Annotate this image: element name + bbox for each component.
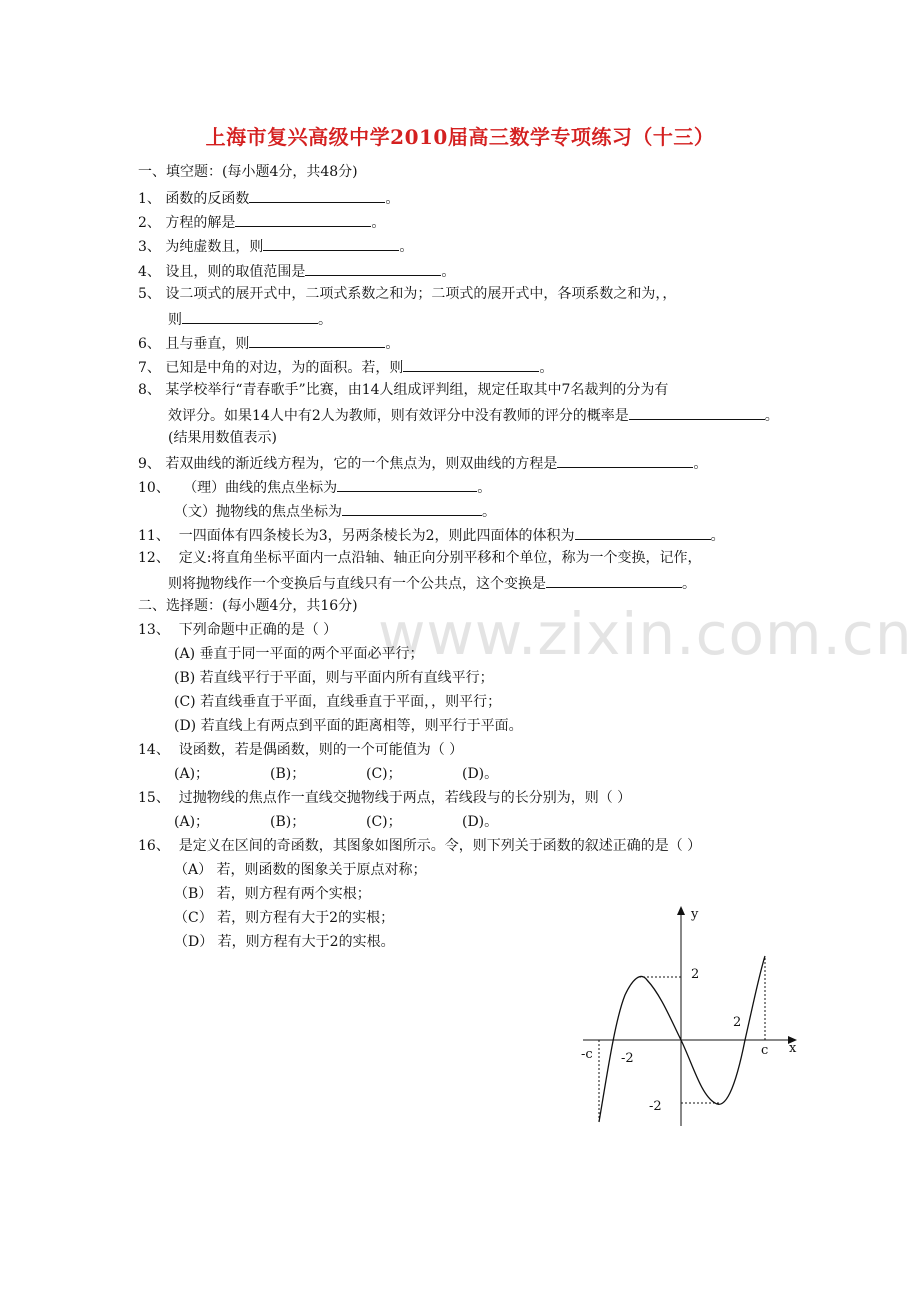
q15-option-b[interactable]: (B)； <box>270 814 306 830</box>
q13-option-a[interactable]: (A) 垂直于同一平面的两个平面必平行； <box>174 646 424 662</box>
q-tail: 。 <box>318 312 332 328</box>
x-axis-label: x <box>789 1041 797 1056</box>
answer-blank[interactable] <box>182 309 318 324</box>
q-num: 7、 <box>138 360 161 376</box>
q-tail: 。 <box>764 408 779 424</box>
q-num: 1、 <box>138 191 161 207</box>
answer-blank[interactable] <box>557 453 693 468</box>
q16-option-b[interactable]: （B） 若，则方程有两个实根； <box>174 886 371 902</box>
q-tail: 。 <box>385 191 400 207</box>
q-num: 13、 <box>138 622 170 638</box>
question-10-line2 <box>174 501 496 521</box>
page-title: 上海市复兴高级中学2010届高三数学专项练习（十三） <box>205 125 715 149</box>
q-text: 设函数，若是偶函数，则的一个可能值为（ ） <box>178 742 464 758</box>
answer-blank[interactable] <box>235 212 371 227</box>
question-11 <box>138 525 725 545</box>
q-num: 3、 <box>138 239 161 255</box>
question-8 <box>138 381 668 399</box>
y-tick-neg-2: -2 <box>649 1099 662 1114</box>
answer-blank[interactable] <box>629 405 765 420</box>
q-text: 某学校举行“青春歌手”比赛，由14人组成评判组，规定任取其中7名裁判的分为有 <box>165 382 669 398</box>
question-8-line2 <box>168 405 779 425</box>
section-2-heading: 二、选择题：(每小题4分，共16分) <box>138 598 358 614</box>
answer-blank[interactable] <box>403 357 539 372</box>
q-text: 方程的解是 <box>165 215 236 231</box>
q-num: 8、 <box>138 382 161 398</box>
question-3 <box>138 236 413 256</box>
answer-blank[interactable] <box>337 477 477 492</box>
q-num: 12、 <box>138 550 170 566</box>
answer-blank[interactable] <box>249 333 385 348</box>
q-num: 10、 <box>138 480 170 496</box>
q-tail: 。 <box>539 360 554 376</box>
watermark: www.zixin.com.cn <box>378 600 913 668</box>
question-5-line2 <box>168 309 332 329</box>
q15-option-d[interactable]: (D)。 <box>462 814 499 830</box>
x-tick-neg-c: -c <box>581 1047 593 1062</box>
q13-option-b[interactable]: (B) 若直线平行于平面，则与平面内所有直线平行； <box>174 670 494 686</box>
q-text: 且与垂直，则 <box>165 336 250 352</box>
function-curve <box>599 956 765 1122</box>
q-text: 函数的反函数 <box>165 191 250 207</box>
q-text: 下列命题中正确的是（ ） <box>178 622 338 638</box>
q-num: 11、 <box>138 528 170 544</box>
q13-option-c[interactable]: (C) 若直线垂直于平面，直线垂直于平面，，则平行； <box>174 694 502 710</box>
q-text: 定义:将直角坐标平面内一点沿轴、轴正向分别平移和个单位，称为一个变换，记作， <box>178 550 702 566</box>
q-text: 一四面体有四条棱长为3，另两条棱长为2，则此四面体的体积为 <box>178 528 575 544</box>
q14-option-a[interactable]: (A)； <box>174 766 210 782</box>
q-tail: 。 <box>477 480 492 496</box>
question-5 <box>138 285 676 303</box>
q-text: （理）曲线的焦点坐标为 <box>183 480 338 496</box>
q-tail: 。 <box>693 456 708 472</box>
q16-option-c[interactable]: （C） 若，则方程有大于2的实根； <box>174 910 395 926</box>
x-tick-neg-2: -2 <box>621 1051 634 1066</box>
q-text: 则将抛物线作一个变换后与直线只有一个公共点，这个变换是 <box>168 576 546 592</box>
question-2 <box>138 212 385 232</box>
q14-option-c[interactable]: (C)； <box>366 766 402 782</box>
q-num: 4、 <box>138 264 161 280</box>
q-text: 是定义在区间的奇函数，其图象如图所示。令，则下列关于函数的叙述正确的是（ ） <box>178 838 702 854</box>
question-8-note: (结果用数值表示) <box>168 430 277 446</box>
q13-option-d[interactable]: (D) 若直线上有两点到平面的距离相等，则平行于平面。 <box>174 718 523 734</box>
answer-blank[interactable] <box>546 573 682 588</box>
answer-blank[interactable] <box>342 501 482 516</box>
question-16 <box>138 837 701 855</box>
q-tail: 。 <box>441 264 456 280</box>
q-num: 2、 <box>138 215 161 231</box>
q-tail: 。 <box>399 239 414 255</box>
q-text: 为纯虚数且，则 <box>165 239 264 255</box>
q14-options <box>174 765 558 783</box>
q-text: 效评分。如果14人中有2人为教师，则有效评分中没有教师的评分的概率是 <box>168 408 629 424</box>
section-1-heading: 一、填空题：(每小题4分，共48分) <box>138 164 358 180</box>
q-text: 则 <box>168 312 182 328</box>
question-7 <box>138 357 553 377</box>
question-13 <box>138 621 337 639</box>
q-text: 若双曲线的渐近线方程为，它的一个焦点为，则双曲线的方程是 <box>165 456 558 472</box>
question-12-line2 <box>168 573 696 593</box>
q-num: 15、 <box>138 790 170 806</box>
question-15 <box>138 789 631 807</box>
y-axis-arrow <box>677 906 685 915</box>
q-tail: 。 <box>482 504 496 520</box>
y-axis-label: y <box>691 907 699 922</box>
question-14 <box>138 741 463 759</box>
q-text: 过抛物线的焦点作一直线交抛物线于两点，若线段与的长分别为，则（ ） <box>178 790 632 806</box>
question-1 <box>138 188 399 208</box>
q-text: （文）抛物线的焦点坐标为 <box>174 504 342 520</box>
question-6 <box>138 333 399 353</box>
x-tick-2: 2 <box>733 1015 742 1030</box>
answer-blank[interactable] <box>263 236 399 251</box>
function-graph <box>575 900 815 1140</box>
q-num: 5、 <box>138 286 161 302</box>
q-tail: 。 <box>371 215 386 231</box>
q16-option-d[interactable]: （D） 若，则方程有大于2的实根。 <box>174 934 395 950</box>
q-num: 9、 <box>138 456 161 472</box>
q-num: 6、 <box>138 336 161 352</box>
q-tail: 。 <box>385 336 400 352</box>
y-tick-2: 2 <box>691 967 700 982</box>
q-text: 已知是中角的对边，为的面积。若，则 <box>165 360 404 376</box>
q15-option-a[interactable]: (A)； <box>174 814 210 830</box>
q14-option-b[interactable]: (B)； <box>270 766 306 782</box>
q15-option-c[interactable]: (C)； <box>366 814 402 830</box>
answer-blank[interactable] <box>575 525 711 540</box>
question-9 <box>138 453 707 473</box>
x-tick-c: c <box>761 1043 769 1058</box>
question-4 <box>138 261 455 281</box>
q-num: 16、 <box>138 838 170 854</box>
q14-option-d[interactable]: (D)。 <box>462 766 499 782</box>
question-12 <box>138 549 701 567</box>
q-tail: 。 <box>682 576 696 592</box>
question-10 <box>138 477 491 497</box>
q-tail: 。 <box>710 528 725 544</box>
q-num: 14、 <box>138 742 170 758</box>
answer-blank[interactable] <box>305 261 441 276</box>
q15-options <box>174 813 558 831</box>
answer-blank[interactable] <box>249 188 385 203</box>
q-text: 设二项式的展开式中，二项式系数之和为；二项式的展开式中，各项系数之和为，， <box>165 286 677 302</box>
q16-option-a[interactable]: （A） 若，则函数的图象关于原点对称； <box>174 862 427 878</box>
q-text: 设且，则的取值范围是 <box>165 264 306 280</box>
